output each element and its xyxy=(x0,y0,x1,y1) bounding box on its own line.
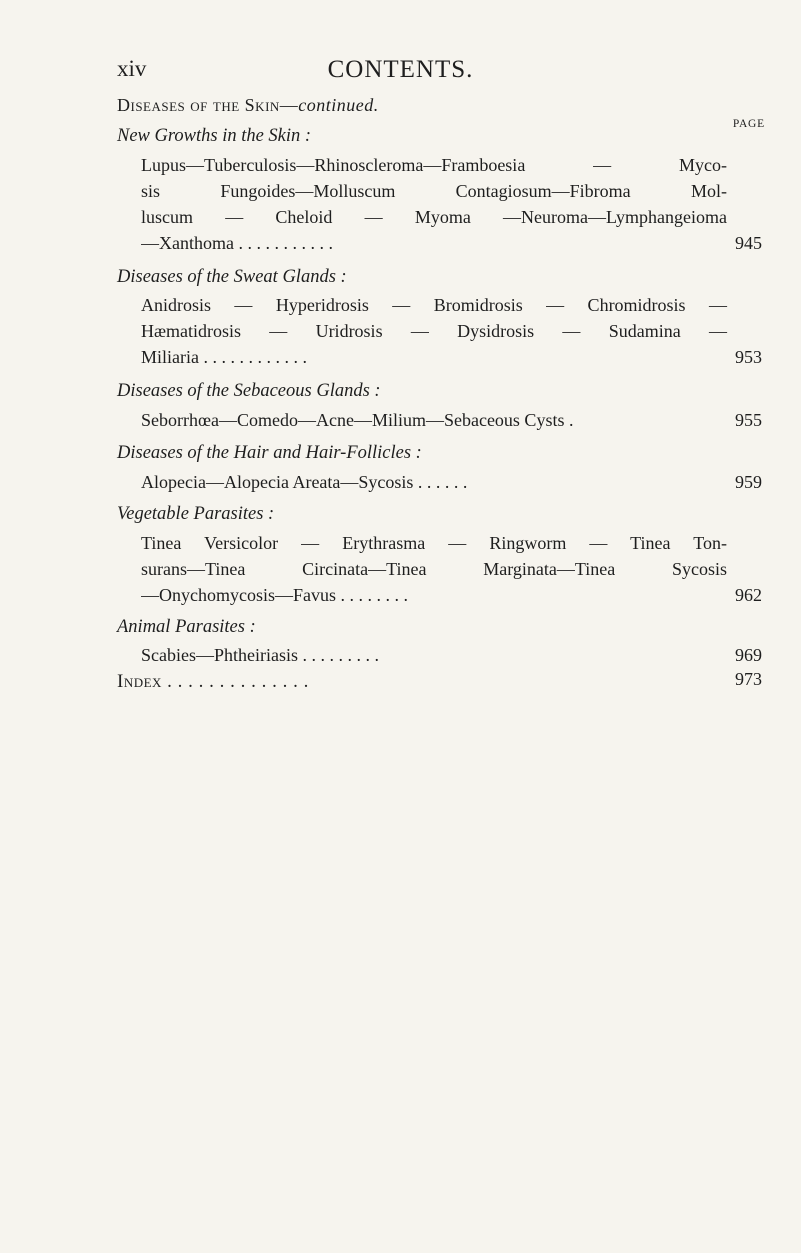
section-title: Diseases of the Sweat Glands : xyxy=(117,267,347,287)
entry-line: —Onychomycosis—Favus . . . . . . . . xyxy=(141,585,408,605)
entry-line: —Xanthoma . . . . . . . . . . . xyxy=(141,233,333,253)
entry-line: sis Fungoides—Molluscum Contagiosum—Fibroma Mol- xyxy=(141,181,727,201)
page-ref: 969 xyxy=(735,645,762,665)
part-title: Diseases of the Skin— xyxy=(117,95,299,115)
entry-line: Lupus—Tuberculosis—Rhinoscleroma—Framboesia — Myco- xyxy=(141,155,727,175)
page-number: xiv xyxy=(117,56,147,81)
section-title: Animal Parasites : xyxy=(117,617,256,637)
page-ref: 955 xyxy=(735,410,762,430)
entry-line: Hæmatidrosis — Uridrosis — Dysidrosis — Sudamina — xyxy=(141,321,727,341)
section-title: Diseases of the Hair and Hair-Follicles : xyxy=(117,443,422,463)
entry-line: Miliaria . . . . . . . . . . . . xyxy=(141,347,307,367)
index-entry: Index . . . . . . . . . . . . . . xyxy=(117,671,309,692)
entry-line: surans—Tinea Circinata—Tinea Marginata—Tinea Sycosis xyxy=(141,559,727,579)
entry-line: Tinea Versicolor — Erythrasma — Ringworm — Tinea Ton- xyxy=(141,533,727,553)
page-column-label: PAGE xyxy=(732,118,765,130)
page-ref: 962 xyxy=(735,585,762,605)
entry-line: Seborrhœa—Comedo—Acne—Milium—Sebaceous Cysts . xyxy=(141,410,574,430)
section-title: Vegetable Parasites : xyxy=(117,504,275,524)
running-header xyxy=(0,56,801,86)
entry-line: Anidrosis — Hyperidrosis — Bromidrosis — Chromidrosis — xyxy=(141,295,727,315)
entry-line: Scabies—Phtheiriasis . . . . . . . . . xyxy=(141,645,379,665)
page-ref: 953 xyxy=(735,347,762,367)
section-title: Diseases of the Sebaceous Glands : xyxy=(117,381,381,401)
page-ref: 959 xyxy=(735,472,762,492)
part-continued: continued. xyxy=(298,95,379,115)
running-title: CONTENTS. xyxy=(327,56,474,83)
entry-line: Alopecia—Alopecia Areata—Sycosis . . . . . . xyxy=(141,472,468,492)
page-ref: 945 xyxy=(735,233,762,253)
section-title: New Growths in the Skin : xyxy=(117,126,312,146)
part-heading xyxy=(117,95,379,116)
entry-line: luscum — Cheloid — Myoma —Neuroma—Lymphangeioma xyxy=(141,207,727,227)
index-page-ref: 973 xyxy=(735,669,762,689)
